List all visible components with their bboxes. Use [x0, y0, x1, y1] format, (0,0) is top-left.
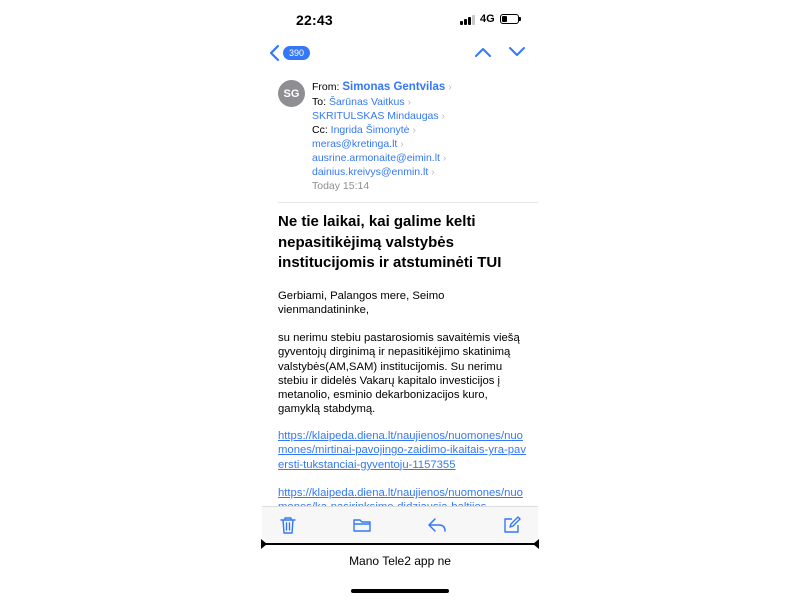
recipient-to-2[interactable]: SKRITULSKAS Mindaugas [312, 110, 439, 122]
footer-caption: Mano Tele2 app ne [349, 554, 451, 568]
phone-screen [262, 0, 538, 600]
cc-row [312, 124, 416, 136]
to-row-2 [312, 110, 445, 122]
next-message-icon[interactable] [508, 46, 526, 58]
email-subject: Ne tie laikai, kai galime kelti nepasitikėjimą valstybės institucijomis ir atstuminėti TUI [278, 213, 502, 271]
battery-icon [500, 14, 519, 24]
to-row [312, 96, 411, 108]
trash-icon[interactable] [278, 516, 298, 534]
sender-name[interactable]: Simonas Gentvilas [342, 81, 446, 93]
recipient-cc-3[interactable]: ausrine.armonaite@eimin.lt [312, 152, 440, 164]
network-type: 4G [480, 13, 495, 25]
chevron-right-icon: › [442, 153, 447, 164]
chevron-right-icon: › [448, 82, 452, 93]
home-indicator[interactable] [351, 589, 449, 593]
cc-row-2 [312, 138, 404, 150]
cc-label: Cc: [312, 124, 328, 136]
chevron-right-icon: › [407, 97, 411, 108]
to-label: To: [312, 96, 327, 108]
signal-icon [460, 14, 475, 25]
email-paragraph: su nerimu stebiu pastarosiomis savaitėmis viešą gyventojų dirginimą ir nepasitikėjimo skatinimą valstybės(AM,SAM) institucijomis. Su nerimu stebiu ir didelės Vakarų kapitalo investicijos į metanolio, esminio dekarbonizacijos kuro, gamyklą stabdymą. [278, 332, 520, 416]
from-row [312, 81, 452, 93]
cc-row-3 [312, 152, 446, 164]
battery-fill [502, 16, 507, 22]
chevron-right-icon: › [431, 167, 435, 178]
message-date: Today 15:14 [312, 180, 370, 192]
chevron-right-icon: › [412, 125, 416, 136]
folder-icon[interactable] [352, 516, 372, 534]
mail-toolbar [262, 506, 538, 543]
reply-icon[interactable] [427, 516, 447, 534]
from-label: From: [312, 81, 340, 93]
chevron-right-icon: › [441, 111, 445, 122]
article-link-1[interactable]: https://klaipeda.diena.lt/naujienos/nuomones/nuomones/mirtinai-pavojingo-zaidimo-ikaitais-yra-paversti-tukstanciai-gyventoju-1157355 [278, 430, 526, 471]
chevron-right-icon: › [400, 139, 404, 150]
toolbar-bottom-edge [262, 543, 538, 545]
recipient-cc-1[interactable]: Ingrida Šimonytė [330, 124, 410, 136]
back-chevron-icon[interactable] [268, 44, 282, 62]
header-divider [278, 202, 538, 203]
recipient-to-1[interactable]: Šarūnas Vaitkus [328, 96, 405, 108]
unread-count-badge[interactable]: 390 [283, 46, 310, 60]
compose-icon[interactable] [502, 516, 522, 534]
previous-message-icon[interactable] [474, 46, 492, 58]
recipient-cc-2[interactable]: meras@kretinga.lt [312, 138, 398, 150]
cc-row-4 [312, 166, 435, 178]
status-indicators [460, 13, 519, 25]
sender-avatar[interactable]: SG [278, 80, 305, 107]
status-time: 22:43 [296, 12, 333, 28]
recipient-cc-4[interactable]: dainius.kreivys@enmin.lt [312, 166, 429, 178]
article-link-2[interactable]: https://klaipeda.diena.lt/naujienos/nuomones/nuo [278, 487, 523, 499]
email-greeting: Gerbiami, Palangos mere, Seimo vienmandatininke, [278, 290, 445, 317]
